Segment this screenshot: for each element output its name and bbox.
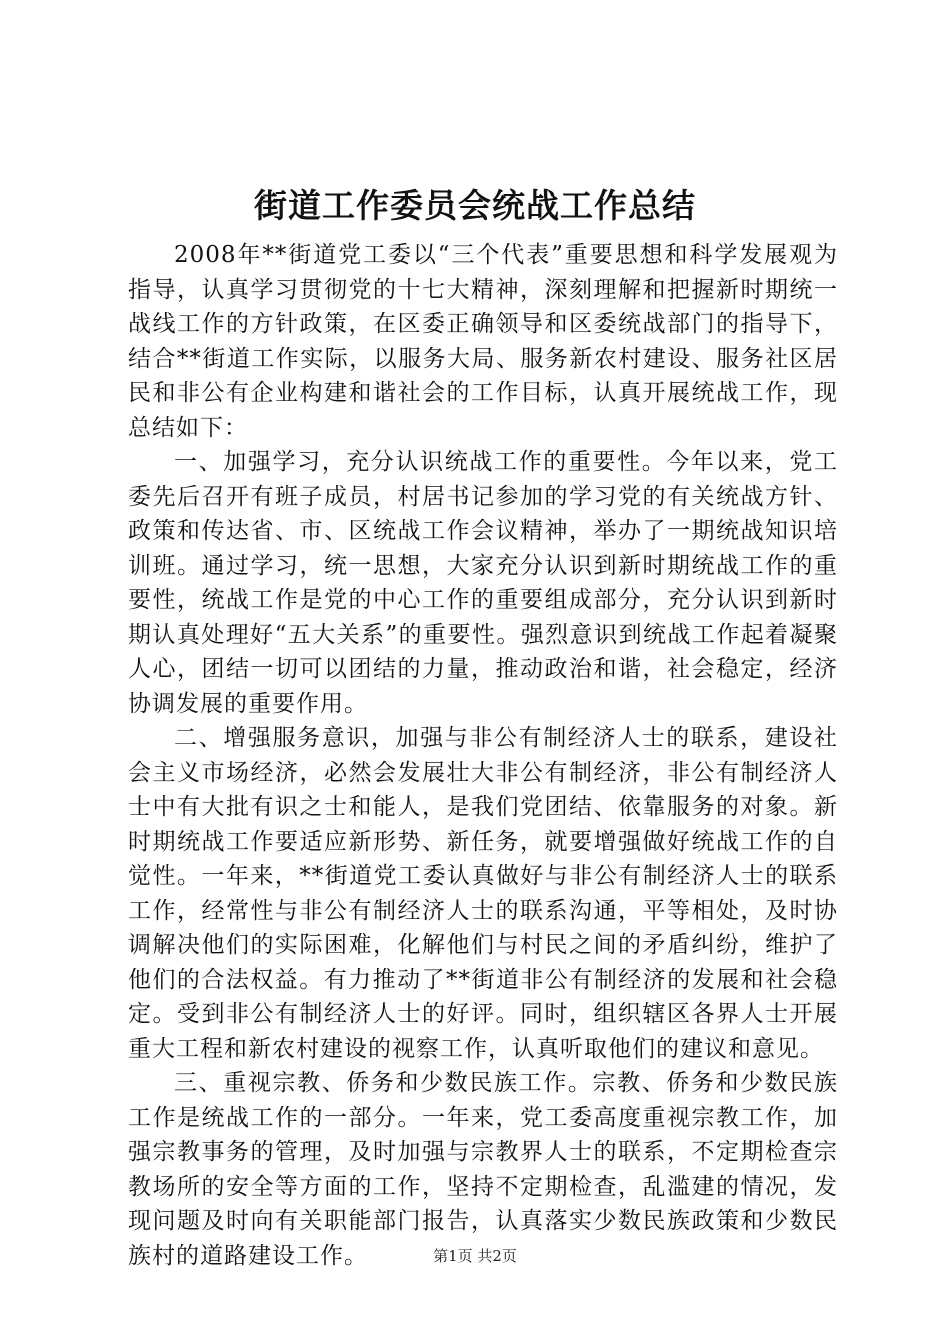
paragraph-section-3: 三、重视宗教、侨务和少数民族工作。宗教、侨务和少数民族工作是统战工作的一部分。一年来，党工委高度重视宗教工作，加强宗教事务的管理，及时加强与宗教界人士的联系，不定期检查宗教场所的安全等方面的工作，坚持不定期检查，乱滥建的情况，发现问题及时向有关职能部门报告，认真落实少数民族政策和少数民族村的道路建设工作。: [128, 1070, 838, 1269]
paragraph-section-2: 二、增强服务意识，加强与非公有制经济人士的联系，建设社会主义市场经济，必然会发展壮大非公有制经济，非公有制经济人士中有大批有识之士和能人，是我们党团结、依靠服务的对象。新时期统战工作要适应新形势、新任务，就要增强做好统战工作的自觉性。一年来，**街道党工委认真做好与非公有制经济人士的联系工作，经常性与非公有制经济人士的联系沟通，平等相处，及时协调解决他们的实际困难，化解他们与村民之间的矛盾纠纷，维护了他们的合法权益。有力推动了**街道非公有制经济的发展和社会稳定。受到非公有制经济人士的好评。同时，组织辖区各界人士开展重大工程和新农村建设的视察工作，认真听取他们的建议和意见。: [128, 725, 838, 1062]
document-title: 街道工作委员会统战工作总结: [254, 186, 696, 225]
paragraph-intro: 2008年**街道党工委以“三个代表”重要思想和科学发展观为指导，认真学习贯彻党的十七大精神，深刻理解和把握新时期统一战线工作的方针政策，在区委正确领导和区委统战部门的指导下，结合**街道工作实际，以服务大局、服务新农村建设、服务社区居民和非公有企业构建和谐社会的工作目标，认真开展统战工作，现总结如下：: [128, 242, 838, 441]
page-number: 第1页 共2页: [433, 1247, 517, 1265]
page-footer: [0, 1244, 950, 1268]
paragraph-section-1: 一、加强学习，充分认识统战工作的重要性。今年以来，党工委先后召开有班子成员，村居书记参加的学习党的有关统战方针、政策和传达省、市、区统战工作会议精神，举办了一期统战知识培训班。通过学习，统一思想，大家充分认识到新时期统战工作的重要性，统战工作是党的中心工作的重要组成部分，充分认识到新时期认真处理好“五大关系”的重要性。强烈意识到统战工作起着凝聚人心，团结一切可以团结的力量，推动政治和谐，社会稳定，经济协调发展的重要作用。: [128, 449, 838, 717]
document-body: [128, 238, 838, 1273]
